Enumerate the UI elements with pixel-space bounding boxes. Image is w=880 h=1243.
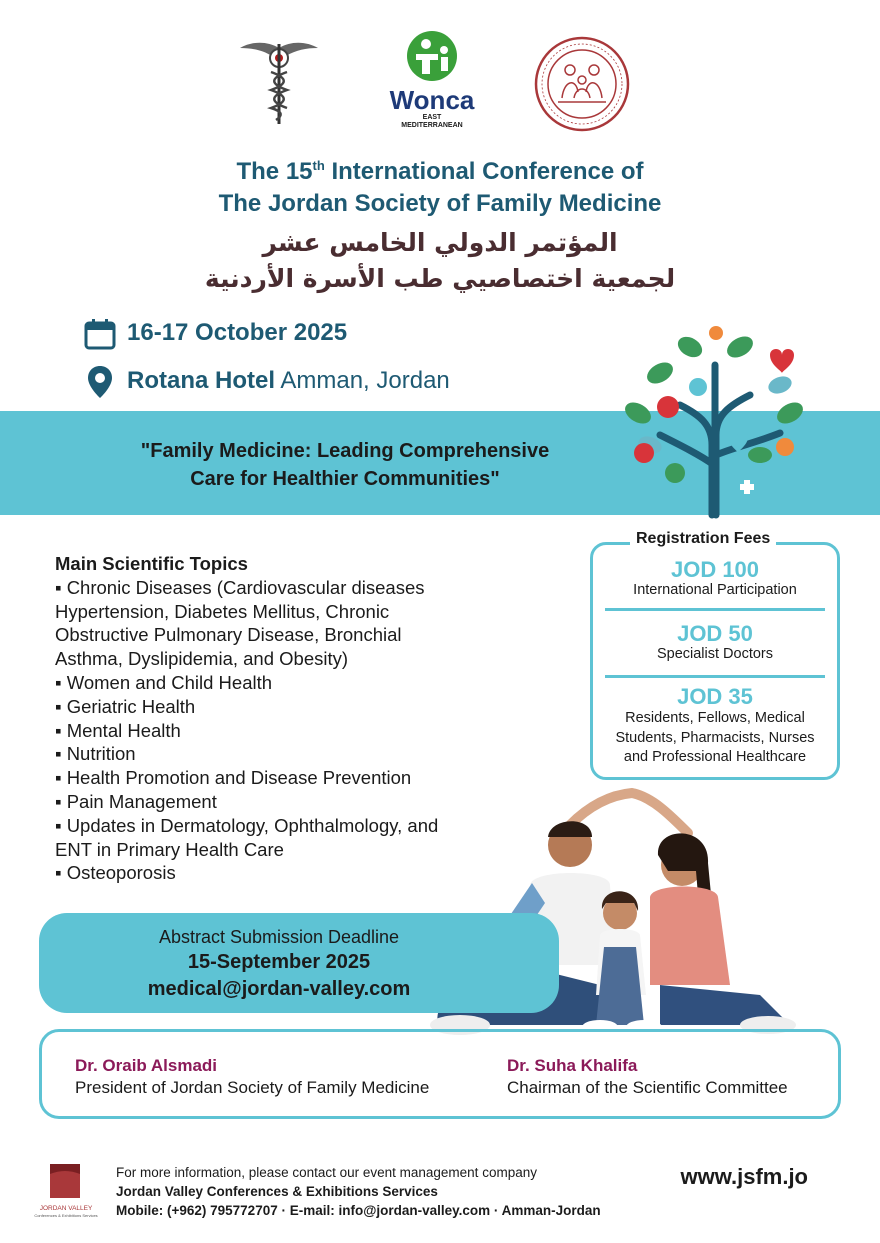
- signatory-role-2: Chairman of the Scientific Committee: [507, 1078, 788, 1097]
- abstract-email[interactable]: medical@jordan-valley.com: [147, 978, 411, 1000]
- jordan-valley-logo-sub: Conferences & Exhibitions Services: [34, 1213, 98, 1218]
- fee-amount-international: JOD 100: [670, 557, 760, 582]
- conference-theme: "Family Medicine: Leading Comprehensive Care for Healthier Communities": [140, 440, 550, 490]
- topic-line: Hypertension, Diabetes Mellitus, Chronic: [55, 600, 390, 622]
- topic-line: ▪ Women and Child Health: [55, 671, 273, 693]
- signatory-name-1: Dr. Oraib Alsmadi: [75, 1056, 218, 1075]
- fee-desc-residents: Residents, Fellows, Medical Students, Pharmacists, Nurses and Professional Healthcare: [615, 710, 815, 765]
- topic-line: Asthma, Dyslipidemia, and Obesity): [55, 648, 349, 670]
- topic-line: ▪ Mental Health: [55, 719, 181, 741]
- registration-fees-title: Registration Fees: [630, 530, 776, 548]
- fee-divider: [605, 675, 825, 678]
- event-venue: Rotana Hotel Amman, Jordan: [127, 367, 450, 394]
- wonca-logo: [386, 30, 478, 130]
- conference-title-line1: The 15th International Conference of: [236, 158, 644, 185]
- topic-line: ▪ Health Promotion and Disease Prevention: [55, 767, 412, 789]
- topic-line: Obstructive Pulmonary Disease, Bronchial: [55, 624, 402, 646]
- website-link[interactable]: www.jsfm.jo: [680, 1164, 808, 1189]
- signatory-role-1: President of Jordan Society of Family Medicine: [75, 1078, 430, 1097]
- fee-amount-specialist: JOD 50: [677, 621, 753, 646]
- jordan-valley-logo: [30, 1162, 102, 1222]
- footer-line1: For more information, please contact our event management company: [116, 1165, 537, 1180]
- footer-line3: Mobile: (+962) 795772707 · E-mail: info@jordan-valley.com · Amman-Jordan: [116, 1203, 601, 1218]
- signatory-name-2: Dr. Suha Khalifa: [507, 1056, 638, 1075]
- conference-title-line2: The Jordan Society of Family Medicine: [218, 190, 662, 217]
- topic-line: ▪ Updates in Dermatology, Ophthalmology, and: [55, 814, 439, 836]
- calendar-icon: [84, 318, 116, 350]
- footer-contact: [116, 1163, 601, 1220]
- topic-line: ENT in Primary Health Care: [55, 838, 284, 860]
- abstract-label: Abstract Submission Deadline: [158, 927, 400, 947]
- abstract-deadline: 15-September 2025: [187, 951, 371, 973]
- wonca-mark-icon: [386, 30, 478, 82]
- wonca-name: Wonca: [389, 85, 475, 115]
- topic-line: ▪ Pain Management: [55, 790, 217, 812]
- arabic-title-line2: لجمعية اختصاصيي طب الأسرة الأردنية: [204, 264, 676, 293]
- event-date: 16-17 October 2025: [127, 319, 348, 346]
- topic-line: ▪ Chronic Diseases (Cardiovascular diseases: [55, 576, 425, 598]
- jordan-valley-logo-text: JORDAN VALLEY: [39, 1205, 93, 1212]
- arabic-title-line1: المؤتمر الدولي الخامس عشر: [262, 228, 618, 257]
- topic-line: ▪ Geriatric Health: [55, 695, 196, 717]
- location-pin-icon: [88, 366, 112, 398]
- fee-divider: [605, 608, 825, 611]
- wonca-sub2: MEDITERRANEAN: [401, 122, 463, 129]
- wonca-sub1: EAST: [422, 114, 442, 121]
- fee-desc-specialist: Specialist Doctors: [656, 646, 774, 662]
- topic-line: ▪ Osteoporosis: [55, 862, 176, 884]
- footer-line2: Jordan Valley Conferences & Exhibitions Services: [116, 1184, 438, 1199]
- fee-amount-residents: JOD 35: [677, 684, 753, 709]
- caduceus-logo: [238, 36, 320, 126]
- health-tree-illustration: [620, 325, 815, 520]
- topics-heading: Main Scientific Topics: [55, 553, 248, 574]
- fee-desc-international: International Participation: [633, 582, 797, 598]
- topic-line: ▪ Nutrition: [55, 743, 136, 765]
- jordan-valley-mark-icon: [30, 1162, 102, 1200]
- jsfm-seal-logo: [532, 36, 632, 132]
